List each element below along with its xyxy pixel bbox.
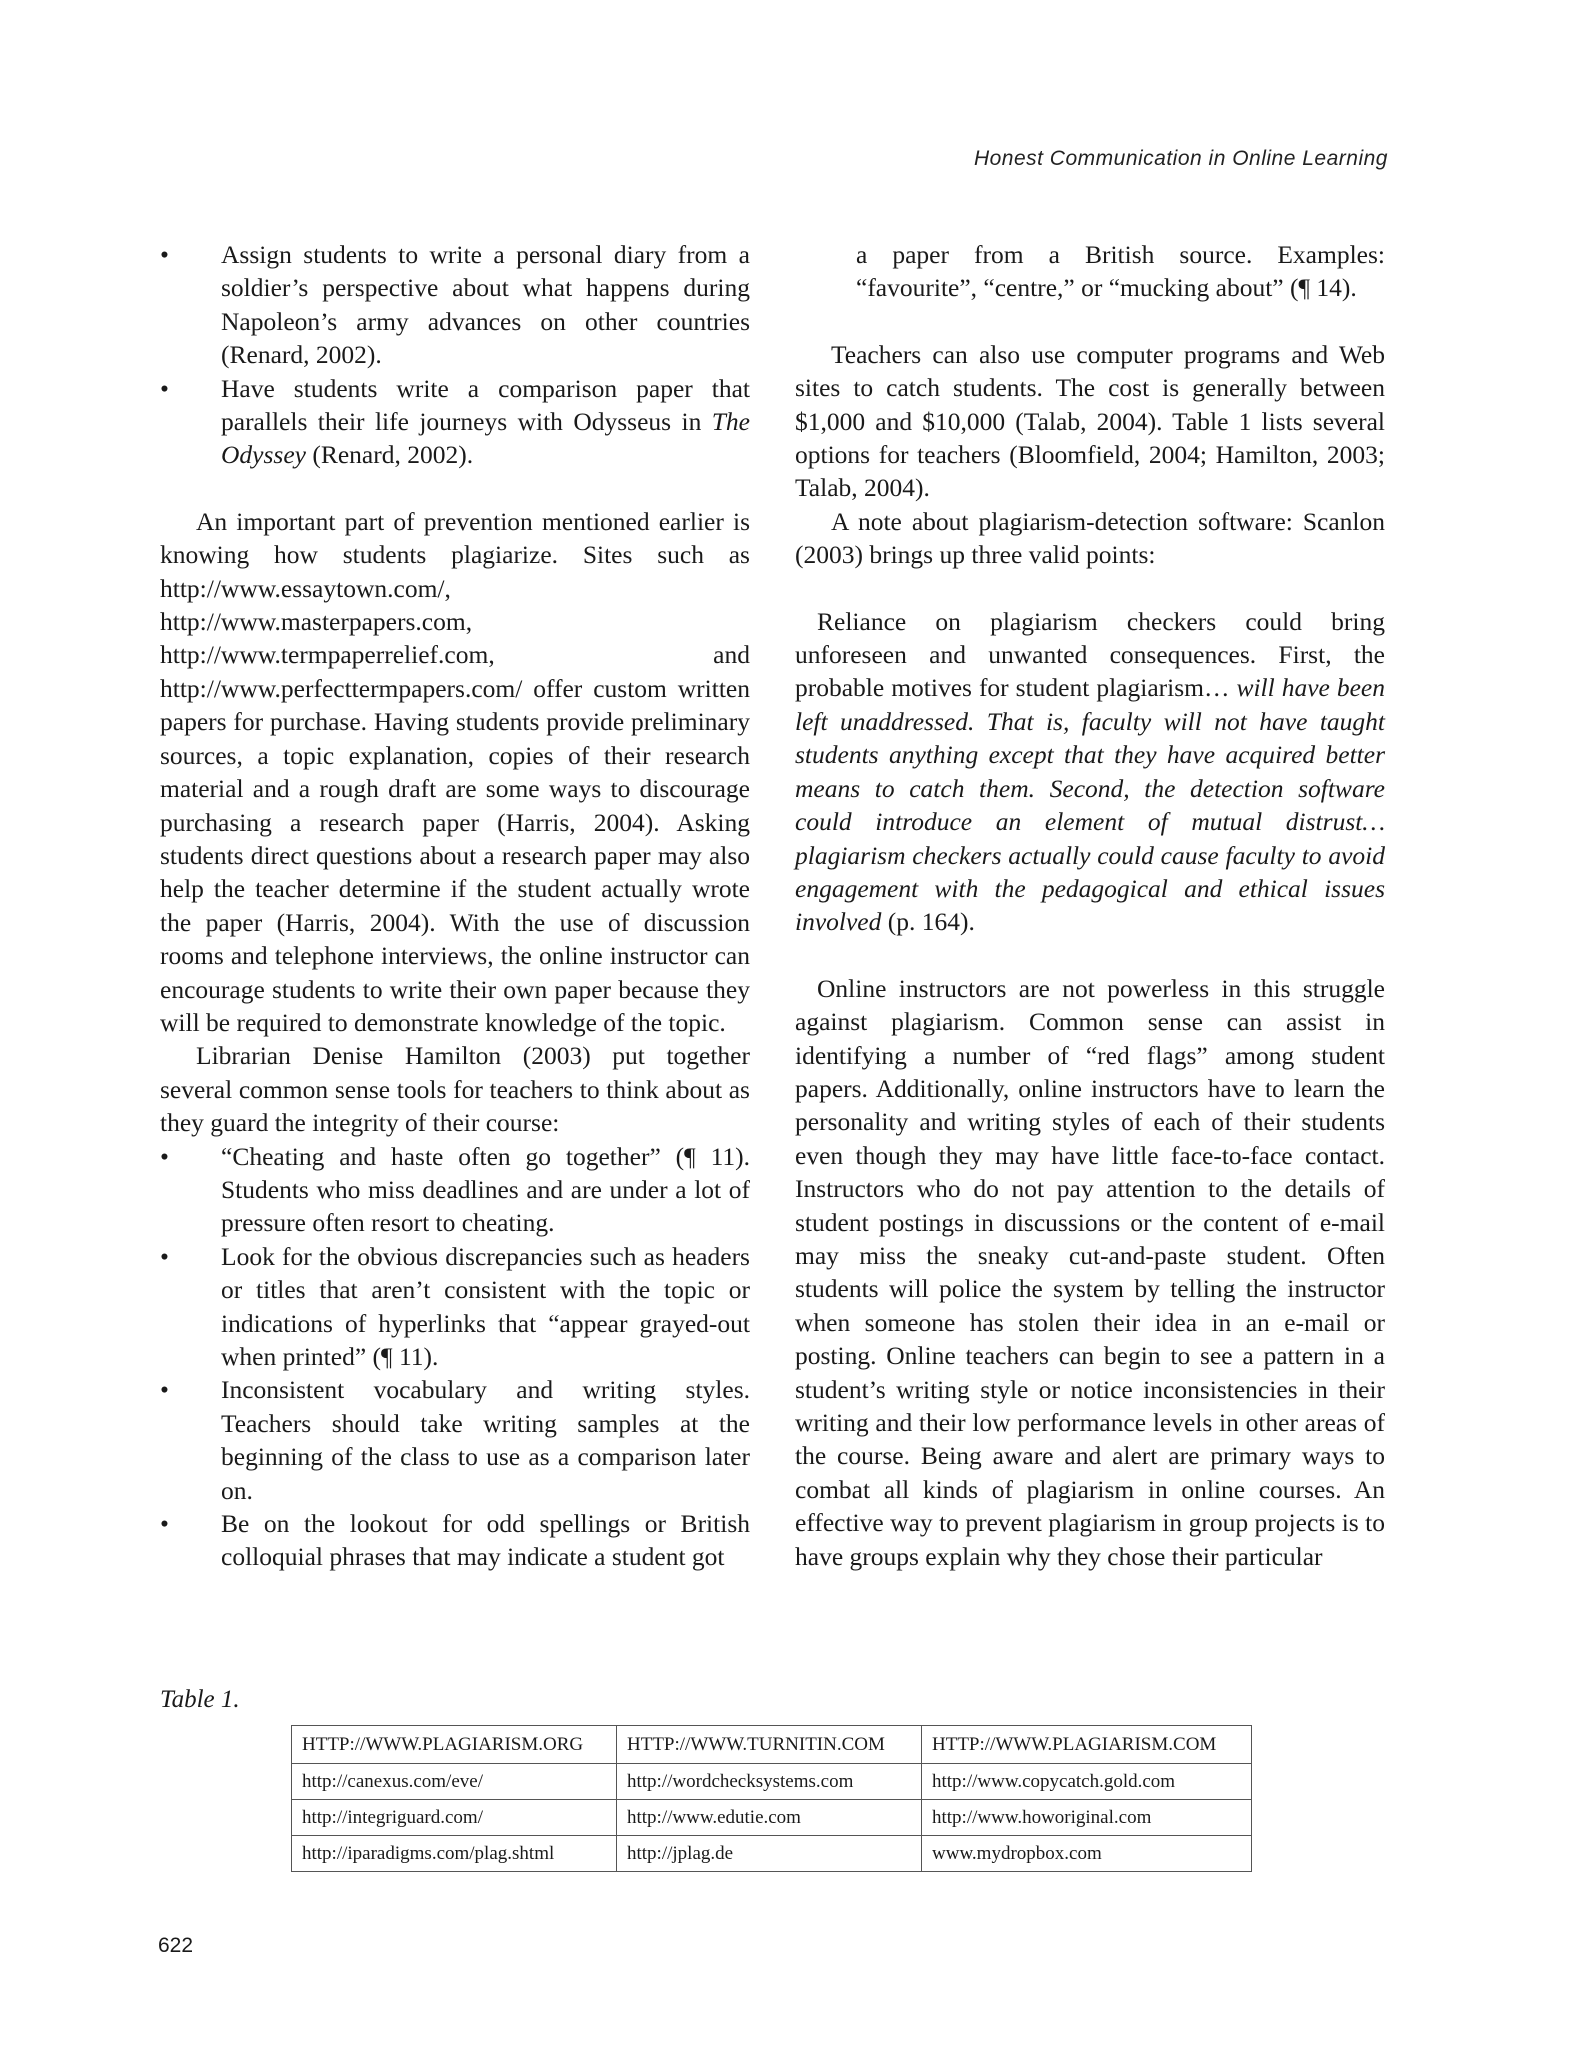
- bullet-text: (Renard, 2002).: [305, 440, 474, 470]
- bullet-list-top: [160, 238, 750, 472]
- bullet-text: Have students write a comparison paper that parallels their life journeys with Odysseus in: [221, 373, 750, 437]
- book-title: The Odyssey: [221, 407, 750, 470]
- quote-italic: will have been left unaddressed. That is, faculty will not have taught students anything except that they have acquired better means to catch them. Second, the detection software could introduce an element of mutual distrust…plagiarism checkers actually could cause faculty to avoid engagement with the pedagogical and ethical issues involved: [795, 673, 1385, 937]
- list-item: [160, 372, 750, 472]
- table-header-row: [292, 1726, 1252, 1764]
- bullet-text: Look for the obvious discrepancies such as headers or titles that aren’t consistent with the topic or indications of hyperlinks that “appear grayed-out when printed” (¶ 11).: [221, 1241, 750, 1371]
- bullet-text: Assign students to write a personal diary from a soldier’s perspective about what happens during Napoleon’s army advances on other countries (Renard, 2002).: [221, 240, 750, 370]
- left-column: [160, 238, 750, 1574]
- table-header-cell: HTTP://WWW.TURNITIN.COM: [617, 1726, 922, 1764]
- bullet-text: Inconsistent vocabulary and writing styles. Teachers should take writing samples at the beginning of the class to use as a comparison later on.: [221, 1375, 750, 1505]
- list-item: [160, 1140, 750, 1240]
- running-head: Honest Communication in Online Learning: [973, 147, 1388, 170]
- bullet-icon: •: [160, 240, 169, 269]
- right-column: [795, 238, 1385, 1573]
- bullet-icon: •: [160, 373, 169, 403]
- table-header-cell: HTTP://WWW.PLAGIARISM.COM: [922, 1726, 1252, 1764]
- bullet-text: Be on the lookout for odd spellings or British colloquial phrases that may indicate a student got: [221, 1509, 750, 1572]
- block-quote: [795, 605, 1385, 939]
- bullet-list-bottom: [160, 1140, 750, 1574]
- table-cell: www.mydropbox.com: [922, 1836, 1252, 1872]
- bullet-continuation: a paper from a British source. Examples: “favourite”, “centre,” or “mucking about” (¶ 14).: [856, 240, 1385, 303]
- paragraph-prevention: An important part of prevention mentioned earlier is knowing how students plagiarize. Sites such as http://www.essaytown.com/, http://www.masterpapers.com, http://www.termpaperrelief.com, and http://www.perfecttermpapers.com/ offer custom written papers for purchase. Having students provide preliminary sources, a topic explanation, copies of their research material and a rough draft are some ways to discourage purchasing a research paper (Harris, 2004). Asking students direct questions about a research paper may also help the teacher determine if the student actually wrote the paper (Harris, 2004). With the use of discussion rooms and telephone interviews, the online instructor can encourage students to write their own paper because they will be required to demonstrate knowledge of the topic.: [160, 506, 750, 1037]
- bullet-text: “Cheating and haste often go together” (¶ 11). Students who miss deadlines and are under a lot of pressure often resort to cheating.: [221, 1141, 750, 1238]
- list-item: [160, 238, 750, 372]
- list-item: [160, 1373, 750, 1507]
- table-cell: http://www.howoriginal.com: [922, 1800, 1252, 1836]
- page-number: 622: [158, 1934, 194, 1957]
- bullet-icon: •: [160, 1375, 169, 1405]
- table-cell: http://canexus.com/eve/: [292, 1764, 617, 1800]
- bullet-icon: •: [160, 1241, 169, 1271]
- bullet-icon: •: [160, 1141, 169, 1171]
- quote-text: Reliance on plagiarism checkers could bring unforeseen and unwanted consequences. First, the probable motives for student plagiarism…: [795, 606, 1385, 703]
- list-item: [160, 1507, 750, 1574]
- plagiarism-tools-table: [291, 1725, 1252, 1872]
- table-cell: http://jplag.de: [617, 1836, 922, 1872]
- table-header-cell: HTTP://WWW.PLAGIARISM.ORG: [292, 1726, 617, 1764]
- table-cell: http://integriguard.com/: [292, 1800, 617, 1836]
- table-row: [292, 1800, 1252, 1836]
- paragraph-note: A note about plagiarism-detection software: Scanlon (2003) brings up three valid points:: [795, 506, 1385, 570]
- paragraph-instructors: Online instructors are not powerless in this struggle against plagiarism. Common sense can assist in identifying a number of “red flags” among student papers. Additionally, online instructors have to learn the personality and writing styles of each of their students even though they may have little face-to-face contact. Instructors who do not pay attention to the details of student postings in discussions or the content of e-mail may miss the sneaky cut-and-paste student. Often students will police the system by telling the instructor when someone has stolen their idea in an e-mail or posting. Online teachers can begin to see a pattern in a student’s writing style or notice inconsistencies in their writing and their low performance levels in other areas of the course. Being aware and alert are primary ways to combat all kinds of plagiarism in online courses. An effective way to prevent plagiarism in group projects is to have groups explain why they chose their particular: [795, 973, 1385, 1571]
- table-cell: http://iparadigms.com/plag.shtml: [292, 1836, 617, 1872]
- table-cell: http://www.edutie.com: [617, 1800, 922, 1836]
- table-label: Table 1.: [160, 1686, 240, 1713]
- paragraph-librarian: Librarian Denise Hamilton (2003) put together several common sense tools for teachers to think about as they guard the integrity of their course:: [160, 1041, 750, 1138]
- quote-citation: (p. 164).: [881, 907, 975, 937]
- table-row: [292, 1764, 1252, 1800]
- paragraph-software: Teachers can also use computer programs and Web sites to catch students. The cost is generally between $1,000 and $10,000 (Talab, 2004). Table 1 lists several options for teachers (Bloomfield, 2004; Hamilton, 2003; Talab, 2004).: [795, 339, 1385, 503]
- table-cell: http://wordchecksystems.com: [617, 1764, 922, 1800]
- bullet-icon: •: [160, 1509, 169, 1539]
- table-row: [292, 1836, 1252, 1872]
- list-item: [160, 1240, 750, 1374]
- table-cell: http://www.copycatch.gold.com: [922, 1764, 1252, 1800]
